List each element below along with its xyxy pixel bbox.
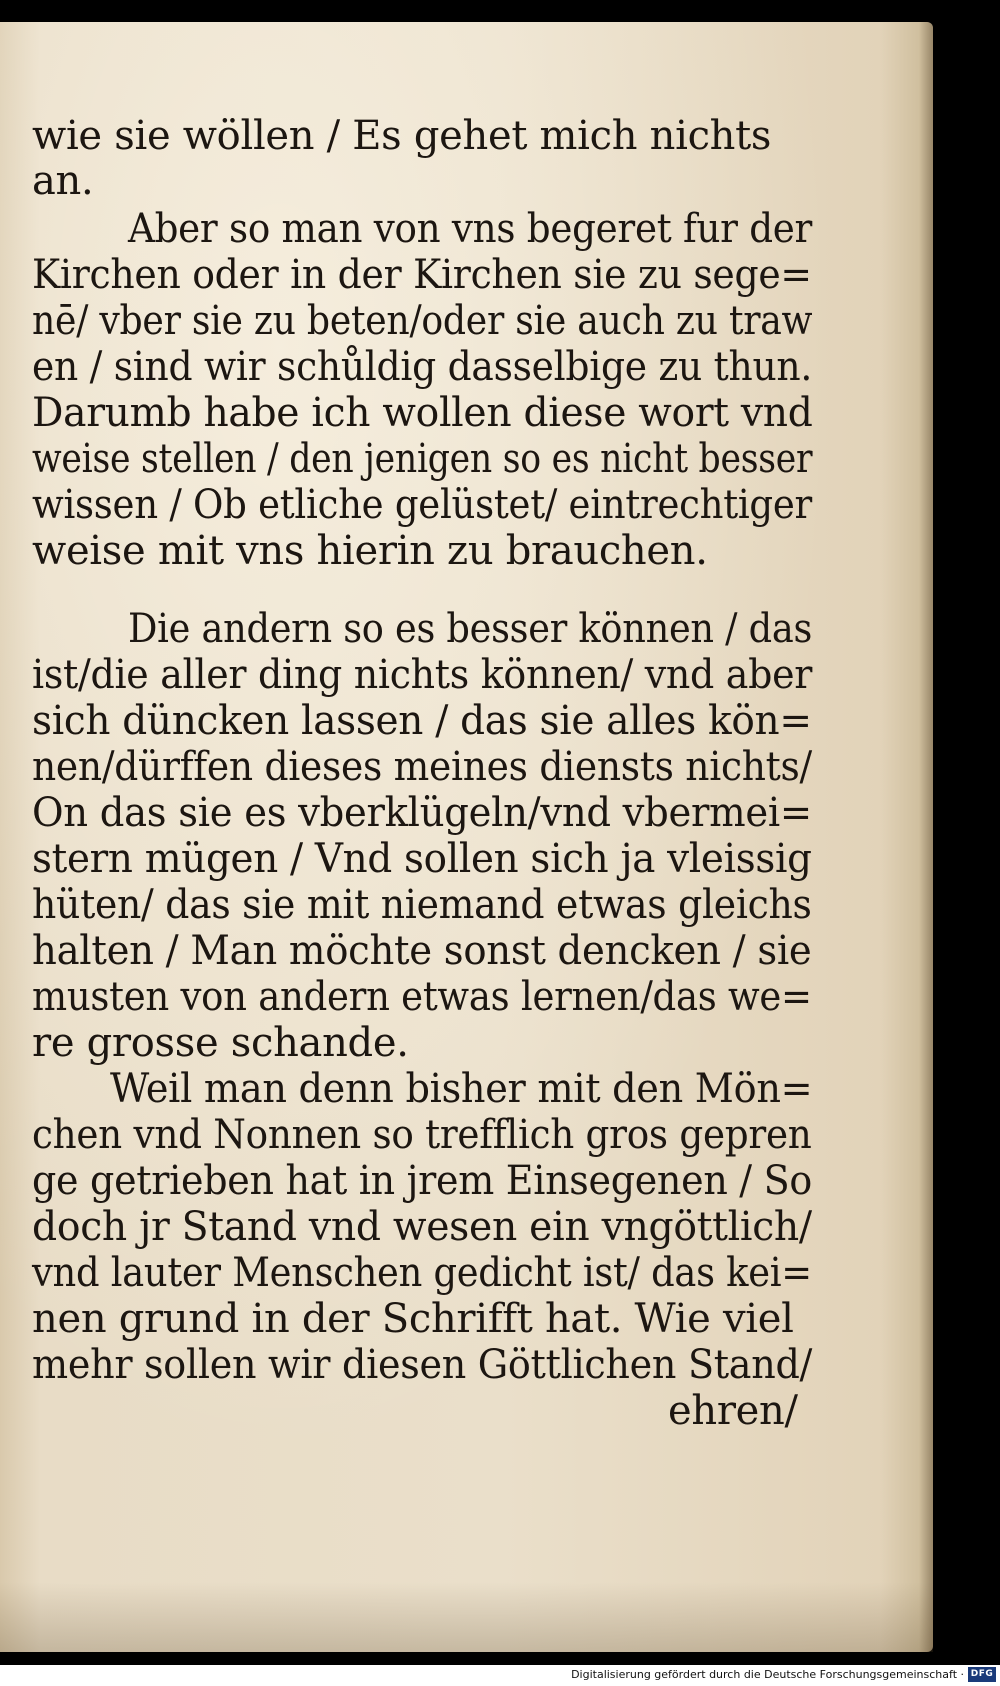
text-line: nē/ vber sie zu beten/oder sie auch zu traw [32, 298, 813, 344]
text-line: re grosse schande. [32, 1020, 409, 1066]
text-line: wie sie wöllen / Es gehet mich nichts [32, 113, 772, 159]
text-line: On das sie es vberklügeln/vnd vbermei= [32, 790, 812, 836]
text-line: vnd lauter Menschen gedicht ist/ das kei= [32, 1250, 812, 1296]
dfg-logo: DFG [968, 1667, 996, 1682]
text-line: an. [32, 158, 94, 204]
catchword: ehren/ [668, 1388, 798, 1434]
text-line: Kirchen oder in der Kirchen sie zu sege= [32, 252, 812, 298]
text-line: stern mügen / Vnd sollen sich ja vleissig [32, 836, 812, 882]
text-line: hüten/ das sie mit niemand etwas gleichs [32, 882, 812, 928]
book-page [0, 22, 933, 1652]
text-line: Aber so man von vns begeret fur der [128, 206, 813, 252]
text-line: musten von andern etwas lernen/das we= [32, 974, 812, 1020]
text-line: Weil man denn bisher mit den Mön= [110, 1066, 813, 1112]
text-line: mehr sollen wir diesen Göttlichen Stand/ [32, 1342, 813, 1388]
text-line: weise stellen / den jenigen so es nicht besser [32, 436, 813, 482]
text-line: sich düncken lassen / das sie alles kön= [32, 698, 812, 744]
digitization-footer [0, 1665, 1000, 1686]
text-line: ge getrieben hat in jrem Einsegenen / So [32, 1158, 812, 1204]
page-edge-shadow [919, 22, 933, 1652]
footer-credit-text: Digitalisierung gefördert durch die Deutsche Forschungsgemeinschaft · [571, 1668, 964, 1681]
page-bottom-shadow [0, 1582, 933, 1652]
text-line: weise mit vns hierin zu brauchen. [32, 528, 708, 574]
text-line: nen/dürffen dieses meines diensts nichts/ [32, 744, 812, 790]
text-line: halten / Man möchte sonst dencken / sie [32, 928, 812, 974]
text-line: Die andern so es besser können / das [128, 606, 813, 652]
text-line: en / sind wir schůldig dasselbige zu thun. [32, 344, 813, 390]
text-line: ist/die aller ding nichts können/ vnd aber [32, 652, 813, 698]
text-line: doch jr Stand vnd wesen ein vngöttlich/ [32, 1204, 812, 1250]
text-line: chen vnd Nonnen so trefflich gros gepren [32, 1112, 812, 1158]
text-line: Darumb habe ich wollen diese wort vnd [32, 390, 813, 436]
text-line: wissen / Ob etliche gelüstet/ eintrechtiger [32, 482, 812, 528]
text-line: nen grund in der Schrifft hat. Wie viel [32, 1296, 794, 1342]
